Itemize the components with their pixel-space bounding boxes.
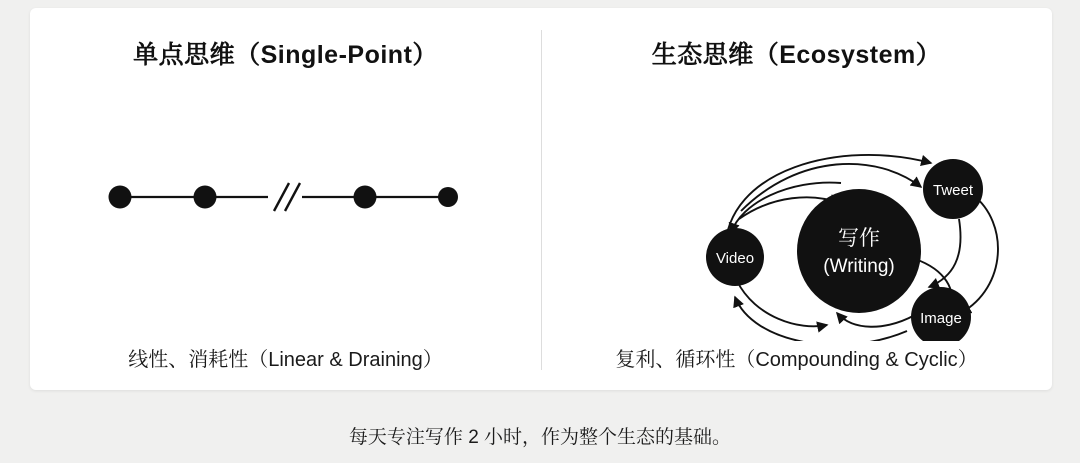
satellite-label-tweet: Tweet	[932, 182, 974, 199]
panel-ecosystem	[541, 8, 1052, 390]
footer-note: 每天专注写作 2 小时，作为整个生态的基础。	[348, 427, 732, 448]
center-node-label-line2: (Writing)	[823, 256, 895, 277]
center-node-writing	[797, 189, 921, 313]
panel-single-point	[30, 8, 541, 390]
arrow-tweet-to-writing	[929, 219, 961, 287]
chain-node-3	[354, 186, 377, 209]
chain-node-2	[194, 186, 217, 209]
ecosystem-svg	[541, 91, 1052, 341]
linear-chain-diagram	[30, 167, 541, 227]
center-node-label-line1: 写作	[838, 227, 880, 250]
satellite-label-video: Video	[715, 250, 755, 267]
ecosystem-diagram	[541, 91, 1052, 341]
arrow-image-to-writing	[837, 313, 915, 327]
linear-chain-svg	[30, 167, 541, 227]
panel-title-ecosystem: 生态思维（Ecosystem）	[651, 41, 942, 69]
comparison-card	[30, 8, 1052, 390]
panel-title-single-point: 单点思维（Single-Point）	[133, 41, 438, 69]
panel-body-single-point	[30, 71, 541, 390]
chain-node-1	[109, 186, 132, 209]
panel-body-ecosystem	[541, 71, 1052, 390]
satellite-label-image: Image	[920, 310, 962, 327]
panel-caption-ecosystem: 复利、循环性（Compounding & Cyclic）	[615, 349, 978, 371]
panel-caption-single-point: 线性、消耗性（Linear & Draining）	[128, 349, 443, 371]
chain-node-4	[438, 187, 458, 207]
